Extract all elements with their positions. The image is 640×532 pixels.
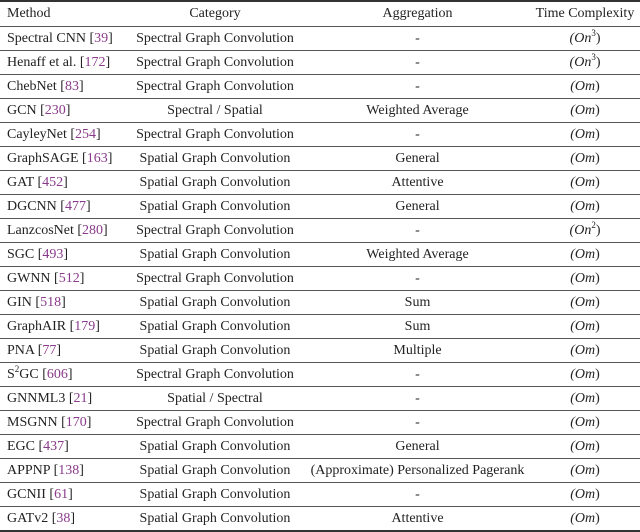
aggregation-cell: - <box>305 75 530 99</box>
aggregation-cell: - <box>305 483 530 507</box>
method-name: EGC <box>7 438 35 454</box>
time-complexity-cell <box>530 267 640 291</box>
method-cell <box>0 123 125 147</box>
table-row <box>0 387 640 411</box>
header-time-complexity: Time Complexity <box>530 1 640 27</box>
complexity-o: ( O <box>570 487 585 502</box>
time-complexity-cell <box>530 483 640 507</box>
table-row <box>0 195 640 219</box>
method-name: LanzcosNet <box>7 222 74 238</box>
citation <box>38 247 68 262</box>
complexity-var: m <box>585 366 596 382</box>
table-row <box>0 147 640 171</box>
method-name: Henaff et al. <box>7 54 77 70</box>
complexity-o: ( O <box>570 79 585 94</box>
category-cell: Spatial Graph Convolution <box>125 435 305 459</box>
method-cell <box>0 75 125 99</box>
complexity-var: m <box>585 126 596 142</box>
time-complexity-cell <box>530 339 640 363</box>
time-complexity-cell <box>530 75 640 99</box>
category-cell: Spatial Graph Convolution <box>125 339 305 363</box>
category-cell: Spatial Graph Convolution <box>125 243 305 267</box>
table-row <box>0 363 640 387</box>
method-cell <box>0 507 125 532</box>
complexity-arg <box>585 511 600 526</box>
aggregation-cell: - <box>305 123 530 147</box>
header-category: Category <box>125 1 305 27</box>
complexity-o: ( O <box>570 247 585 262</box>
citation-link[interactable]: 39 <box>94 30 109 46</box>
aggregation-cell: General <box>305 435 530 459</box>
method-cell <box>0 483 125 507</box>
method-cell <box>0 147 125 171</box>
aggregation-cell: (Approximate) Personalized Pagerank <box>305 459 530 483</box>
complexity-o: ( O <box>570 175 585 190</box>
category-cell: Spectral Graph Convolution <box>125 123 305 147</box>
citation-link[interactable]: 170 <box>65 414 87 430</box>
complexity-o: ( O <box>570 103 585 118</box>
citation <box>60 199 90 214</box>
complexity-var: m <box>585 342 596 358</box>
aggregation-cell: - <box>305 387 530 411</box>
citation-link[interactable]: 280 <box>82 222 104 238</box>
complexity-arg <box>585 79 600 94</box>
complexity-arg <box>585 439 600 454</box>
complexity-o: ( O <box>570 295 585 310</box>
complexity-var: m <box>585 294 596 310</box>
citation <box>60 79 83 94</box>
citation <box>82 151 112 166</box>
table-row <box>0 27 640 51</box>
time-complexity-cell <box>530 435 640 459</box>
method-name: GAT <box>7 174 34 190</box>
method-cell <box>0 171 125 195</box>
complexity-o: ( O <box>570 391 585 406</box>
aggregation-cell: - <box>305 51 530 75</box>
category-cell: Spatial Graph Convolution <box>125 171 305 195</box>
citation-link[interactable]: 77 <box>42 342 57 358</box>
category-cell: Spectral Graph Convolution <box>125 219 305 243</box>
complexity-var: m <box>585 438 596 454</box>
method-cell <box>0 435 125 459</box>
complexity-arg <box>585 199 600 214</box>
complexity-o: ( O <box>570 367 585 382</box>
method-name: ChebNet <box>7 78 57 94</box>
complexity-o: ( O <box>570 319 585 334</box>
complexity-o: ( O <box>570 463 585 478</box>
table-row <box>0 75 640 99</box>
table-row <box>0 315 640 339</box>
method-name: GWNN <box>7 270 51 286</box>
method-cell <box>0 243 125 267</box>
aggregation-cell: Attentive <box>305 171 530 195</box>
complexity-var: n <box>584 54 592 70</box>
citation <box>54 463 84 478</box>
aggregation-cell: Sum <box>305 291 530 315</box>
table-row <box>0 483 640 507</box>
time-complexity-cell <box>530 123 640 147</box>
table-row <box>0 219 640 243</box>
table-row <box>0 51 640 75</box>
method-name-superscript: 2 <box>14 363 20 374</box>
complexity-o: ( O <box>570 55 585 70</box>
time-complexity-cell <box>530 195 640 219</box>
category-cell: Spatial Graph Convolution <box>125 483 305 507</box>
citation <box>52 511 75 526</box>
citation-link[interactable]: 518 <box>40 294 62 310</box>
complexity-arg <box>585 295 600 310</box>
category-cell: Spatial Graph Convolution <box>125 507 305 532</box>
citation-link[interactable]: 172 <box>84 54 106 70</box>
citation <box>39 439 69 454</box>
category-cell: Spatial / Spectral <box>125 387 305 411</box>
citation-link[interactable]: 179 <box>74 318 96 334</box>
complexity-o: ( O <box>570 151 585 166</box>
time-complexity-cell <box>530 219 640 243</box>
complexity-var: m <box>585 486 596 502</box>
category-cell: Spectral / Spatial <box>125 99 305 123</box>
time-complexity-cell <box>530 27 640 51</box>
complexity-arg <box>585 319 600 334</box>
complexity-close <box>596 55 601 70</box>
time-complexity-cell <box>530 459 640 483</box>
method-cell <box>0 339 125 363</box>
complexity-var: m <box>585 198 596 214</box>
complexity-close <box>596 31 601 46</box>
method-cell <box>0 459 125 483</box>
category-cell: Spatial Graph Convolution <box>125 147 305 171</box>
citation-link[interactable]: 512 <box>58 270 80 286</box>
complexity-exponent: 2 <box>591 219 596 230</box>
citation <box>42 367 72 382</box>
citation-link[interactable]: 254 <box>75 126 97 142</box>
method-name: GATv2 <box>7 510 49 526</box>
method-cell <box>0 363 125 387</box>
time-complexity-cell <box>530 387 640 411</box>
aggregation-cell: - <box>305 363 530 387</box>
citation-link[interactable]: 477 <box>64 198 86 214</box>
citation <box>49 487 72 502</box>
table-body <box>0 27 640 532</box>
complexity-arg <box>585 151 600 166</box>
header-method: Method <box>0 1 125 27</box>
aggregation-cell: Weighted Average <box>305 99 530 123</box>
category-cell: Spatial Graph Convolution <box>125 195 305 219</box>
citation <box>77 223 107 238</box>
citation <box>80 55 110 70</box>
time-complexity-cell <box>530 147 640 171</box>
time-complexity-cell <box>530 99 640 123</box>
citation-link[interactable]: 21 <box>73 390 88 406</box>
complexity-var: n <box>584 30 592 46</box>
method-name: SGC <box>7 246 35 262</box>
complexity-arg <box>585 391 600 406</box>
aggregation-cell: General <box>305 147 530 171</box>
complexity-var: m <box>585 390 596 406</box>
table-row <box>0 339 640 363</box>
aggregation-cell: - <box>305 27 530 51</box>
citation-link[interactable]: 163 <box>86 150 108 166</box>
aggregation-cell: - <box>305 267 530 291</box>
category-cell: Spectral Graph Convolution <box>125 51 305 75</box>
complexity-o: ( O <box>570 511 585 526</box>
aggregation-cell: - <box>305 219 530 243</box>
method-name: CayleyNet <box>7 126 67 142</box>
method-name: APPNP <box>7 462 51 478</box>
citation-link[interactable]: 61 <box>54 486 69 502</box>
citation <box>35 295 65 310</box>
citation <box>40 103 70 118</box>
citation <box>38 343 61 358</box>
citation <box>70 319 100 334</box>
citation <box>69 391 92 406</box>
complexity-arg <box>585 127 600 142</box>
complexity-arg <box>585 271 600 286</box>
table-row <box>0 243 640 267</box>
method-name: GCN <box>7 102 37 118</box>
complexity-arg <box>584 219 600 238</box>
method-name: PNA <box>7 342 35 358</box>
complexity-exponent: 3 <box>591 27 596 38</box>
citation-link[interactable]: 138 <box>58 462 80 478</box>
aggregation-cell: General <box>305 195 530 219</box>
method-cell <box>0 219 125 243</box>
aggregation-cell: Attentive <box>305 507 530 532</box>
complexity-arg <box>585 175 600 190</box>
table-row <box>0 291 640 315</box>
complexity-var: m <box>585 462 596 478</box>
citation-link[interactable]: 437 <box>43 438 65 454</box>
complexity-exponent: 3 <box>591 51 596 62</box>
complexity-o: ( O <box>570 271 585 286</box>
complexity-var: m <box>585 102 596 118</box>
complexity-arg <box>585 415 600 430</box>
citation-link[interactable]: 230 <box>44 102 66 118</box>
complexity-var: m <box>585 150 596 166</box>
table-row <box>0 99 640 123</box>
time-complexity-cell <box>530 291 640 315</box>
complexity-o: ( O <box>570 127 585 142</box>
time-complexity-cell <box>530 243 640 267</box>
method-cell <box>0 315 125 339</box>
citation-link[interactable]: 452 <box>42 174 64 190</box>
method-name: GCNII <box>7 486 46 502</box>
citation <box>61 415 91 430</box>
complexity-arg <box>585 247 600 262</box>
table-row <box>0 435 640 459</box>
complexity-var: m <box>585 270 596 286</box>
category-cell: Spectral Graph Convolution <box>125 75 305 99</box>
method-name: MSGNN <box>7 414 58 430</box>
aggregation-cell: Multiple <box>305 339 530 363</box>
complexity-arg <box>584 27 600 46</box>
complexity-o: ( O <box>570 223 585 238</box>
category-cell: Spatial Graph Convolution <box>125 315 305 339</box>
complexity-arg <box>585 343 600 358</box>
complexity-o: ( O <box>570 31 585 46</box>
time-complexity-cell <box>530 411 640 435</box>
method-cell <box>0 291 125 315</box>
method-name: DGCNN <box>7 198 57 214</box>
method-name: GNNML3 <box>7 390 66 406</box>
citation <box>37 175 67 190</box>
citation <box>70 127 100 142</box>
method-cell <box>0 267 125 291</box>
aggregation-cell: - <box>305 411 530 435</box>
header-row <box>0 1 640 27</box>
category-cell: Spectral Graph Convolution <box>125 411 305 435</box>
method-name: S <box>7 366 15 382</box>
aggregation-cell: Weighted Average <box>305 243 530 267</box>
time-complexity-cell <box>530 171 640 195</box>
method-name-suffix: GC <box>19 366 39 382</box>
method-name: GraphAIR <box>7 318 67 334</box>
category-cell: Spatial Graph Convolution <box>125 459 305 483</box>
category-cell: Spectral Graph Convolution <box>125 267 305 291</box>
complexity-var: n <box>584 222 592 238</box>
table-row <box>0 459 640 483</box>
method-name: GraphSAGE <box>7 150 79 166</box>
method-cell <box>0 387 125 411</box>
time-complexity-cell <box>530 51 640 75</box>
citation-link[interactable]: 83 <box>64 78 79 94</box>
table-row <box>0 507 640 532</box>
method-cell <box>0 195 125 219</box>
table-row <box>0 123 640 147</box>
complexity-o: ( O <box>570 439 585 454</box>
citation <box>54 271 84 286</box>
complexity-arg <box>585 463 600 478</box>
complexity-arg <box>585 103 600 118</box>
complexity-var: m <box>585 78 596 94</box>
table-row <box>0 171 640 195</box>
complexity-var: m <box>585 510 596 526</box>
time-complexity-cell <box>530 363 640 387</box>
citation <box>89 31 112 46</box>
complexity-var: m <box>585 318 596 334</box>
aggregation-cell: Sum <box>305 315 530 339</box>
complexity-arg <box>585 487 600 502</box>
method-cell <box>0 27 125 51</box>
category-cell: Spectral Graph Convolution <box>125 27 305 51</box>
complexity-var: m <box>585 246 596 262</box>
method-cell <box>0 411 125 435</box>
method-name: GIN <box>7 294 32 310</box>
citation-link[interactable]: 38 <box>56 510 71 526</box>
complexity-var: m <box>585 174 596 190</box>
complexity-var: m <box>585 414 596 430</box>
complexity-arg <box>585 367 600 382</box>
header-aggregation: Aggregation <box>305 1 530 27</box>
category-cell: Spatial Graph Convolution <box>125 291 305 315</box>
complexity-close <box>596 223 601 238</box>
method-cell <box>0 99 125 123</box>
table-row <box>0 267 640 291</box>
citation-link[interactable]: 493 <box>42 246 64 262</box>
method-name: Spectral CNN <box>7 30 86 46</box>
time-complexity-cell <box>530 315 640 339</box>
complexity-o: ( O <box>570 415 585 430</box>
complexity-o: ( O <box>570 343 585 358</box>
citation-link[interactable]: 606 <box>46 366 68 382</box>
table-row <box>0 411 640 435</box>
complexity-arg <box>584 51 600 70</box>
category-cell: Spectral Graph Convolution <box>125 363 305 387</box>
method-cell <box>0 51 125 75</box>
complexity-o: ( O <box>570 199 585 214</box>
time-complexity-cell <box>530 507 640 532</box>
